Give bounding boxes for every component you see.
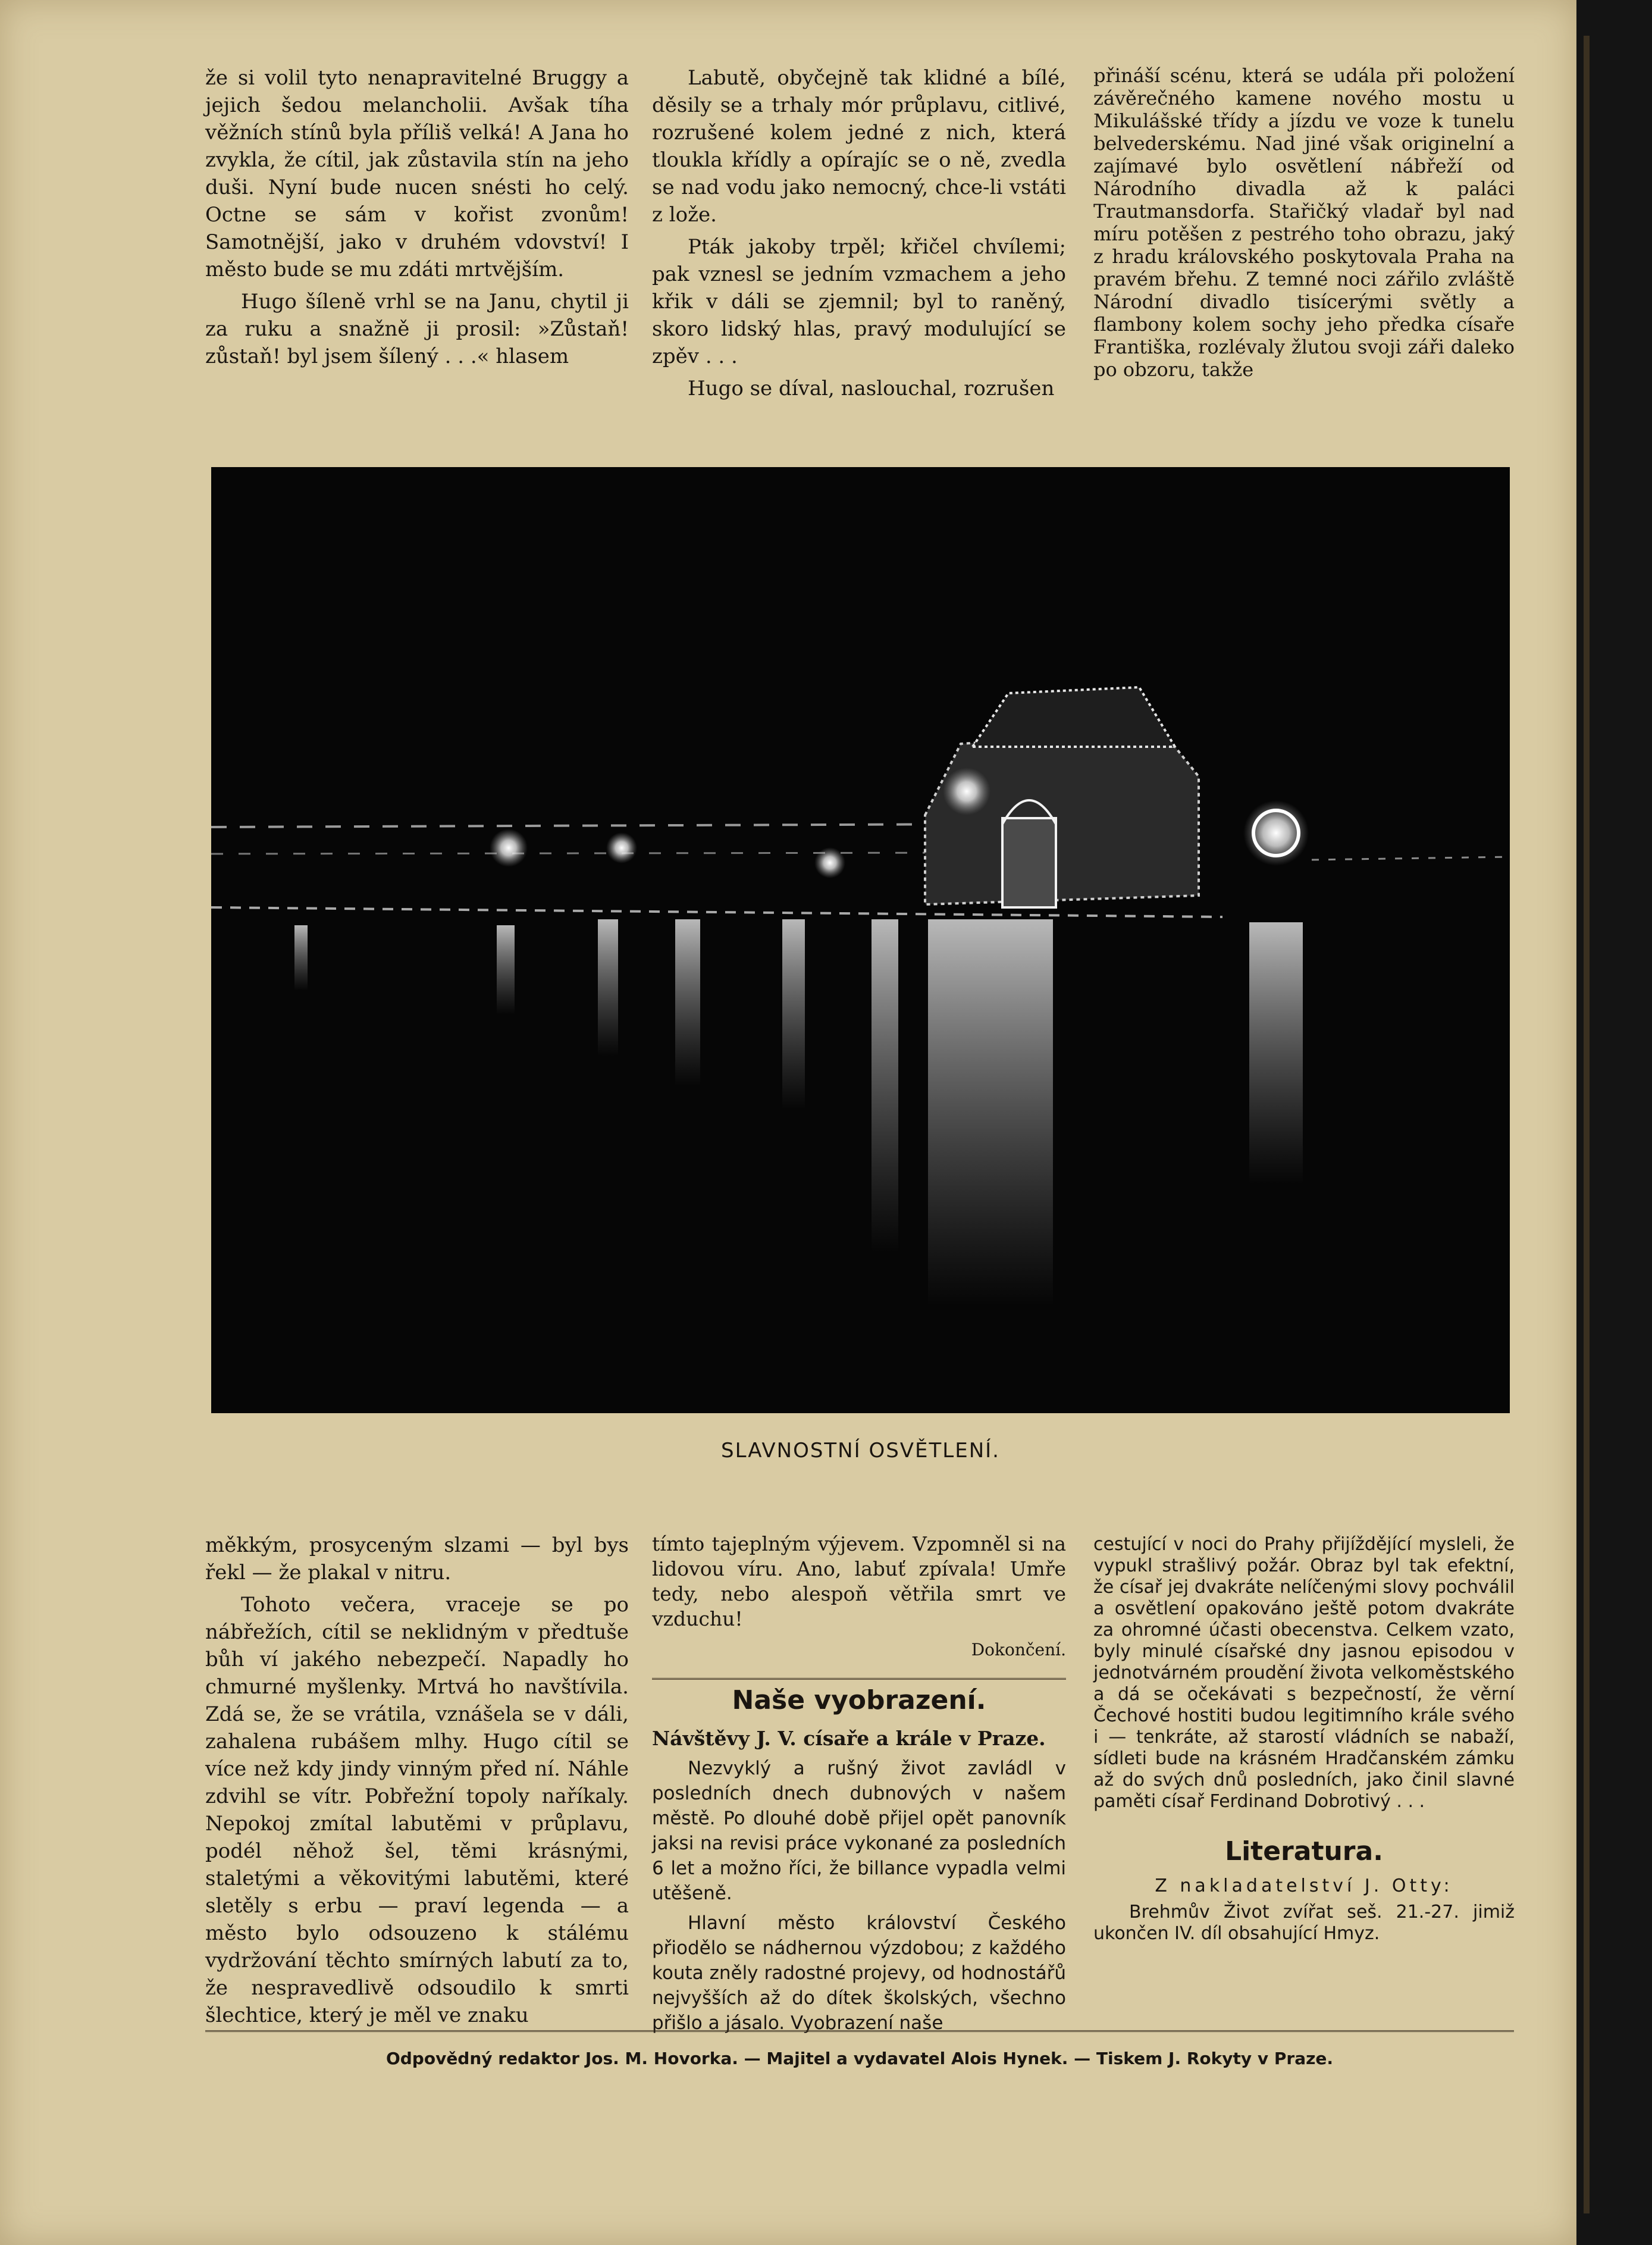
bottom-middle-column bbox=[652, 1532, 1066, 2040]
top-left-column bbox=[205, 64, 629, 375]
paragraph: Hugo šíleně vrhl se na Janu, chytil ji za ruku a snažně ji prosil: »Zůstaň! zůstaň! byl jsem šílený . . .« hlasem bbox=[205, 290, 629, 368]
concluded-note: Dokončení. bbox=[971, 1640, 1066, 1660]
photo-caption: SLAVNOSTNÍ OSVĚTLENÍ. bbox=[720, 1439, 1000, 1463]
bottom-right-column bbox=[1093, 1534, 1515, 1949]
footer-rule bbox=[205, 2030, 1514, 2032]
literature-title: Literatura. bbox=[1225, 1836, 1383, 1867]
bottom-left-column bbox=[205, 1532, 629, 2034]
paragraph: cestující v noci do Prahy přijíždějící mysleli, že vypukl strašlivý požár. Obraz byl tak efektní, že císař jej dvakráte nelíčenými slovy pochválil a osvětlení opakováno ještě potom dvakráte za ohromné účasti obecenstva. Celkem vzato, byly minulé císařské dny jasnou episodou v jednotvárném proudění života velkoměstského a dá se očekávati s bezpečností, že věrní Čechové hostiti budou legitimního krále svého i — tenkráte, až starostí vládních se nabaží, sídleti bude na krásném Hradčanském zámku až do svých dnů posledních, jako činil slavné paměti císař Ferdinand Dobrotivý . . . bbox=[1093, 1534, 1515, 1812]
paragraph: Hlavní město království Českého přiodělo se nádhernou výzdobou; z každého kouta zněly radostné projevy, od hodnostářů nejvyšších až do dítek školských, všechno přišlo a jásalo. Vyobrazení naše bbox=[652, 1912, 1066, 2034]
literature-text: Brehmův Život zvířat seš. 21.-27. jimiž ukončen IV. díl obsahující Hmyz. bbox=[1093, 1902, 1515, 1944]
publisher-line: Z nakladatelství J. Otty: bbox=[1155, 1875, 1453, 1896]
section-title: Naše vyobrazení. bbox=[732, 1685, 986, 1715]
paragraph: že si volil tyto nenapravitelné Bruggy a jejich šedou melancholii. Avšak tíha věžních stínů byla příliš velká! A Jana ho zvykla, že cítil, jak zůstavila stín na jeho duši. Nyní bude nucen snésti ho celý. Octne se sám v kořist zvonům! Samotnější, jako v druhém vdovství! I město bude se mu zdáti mrtvějším. bbox=[205, 66, 629, 281]
photo-illustration bbox=[211, 467, 1510, 1413]
binding-strip bbox=[1584, 36, 1590, 2213]
article-title: Návštěvy J. V. císaře a krále v Praze. bbox=[652, 1727, 1046, 1750]
paragraph: Pták jakoby trpěl; křičel chvílemi; pak vznesl se jedním vzmachem a jeho křik v dáli se zjemnil; byl to raněný, skoro lidský hlas, pravý modulující se zpěv . . . bbox=[652, 235, 1066, 368]
footer-credits: Odpovědný redaktor Jos. M. Hovorka. — Majitel a vydavatel Alois Hynek. — Tiskem J. Rokyty v Praze. bbox=[385, 2049, 1334, 2068]
paragraph: Nezvyklý a rušný život zavládl v posledních dnech dubnových v našem městě. Po dlouhé době přijel opět panovník jaksi na revisi práce vykonané za posledních 6 let a možno říci, že billance vypadla velmi utěšeně. bbox=[652, 1758, 1066, 1904]
paragraph: přináší scénu, která se udála při položení závěrečného kamene nového mostu u Mikulášské třídy a jízdu ve voze k tunelu belvederskému. Nad jiné však originelní a zajímavé bylo osvětlení nábřeží od Národního divadla až k paláci Trautmansdorfa. Stařičký vladař byl nad míru potěšen z pestrého toho obrazu, jaký z hradu královského poskytovala Praha na pravém břehu. Z temné noci zářilo zvláště Národní divadlo tisícerými světly a flambony kolem sochy jeho předka císaře Františka, rozlévaly žlutou svoji záři daleko po obzoru, takže bbox=[1093, 64, 1515, 381]
divider bbox=[652, 1678, 1066, 1680]
paragraph: Tohoto večera, vraceje se po nábřežích, cítil se neklidným v předtuše bůh ví jakého nebezpečí. Napadly ho chmurné myšlenky. Mrtvá ho navštívila. Zdá se, že se vrátila, vznášela se v dáli, zahalena rubášem mlhy. Hugo cítil se více než kdy jindy vinným před ní. Náhle zdvihl se vítr. Pobřežní topoly naříkaly. Nepokoj zmítal labutěmi v průplavu, podél něhož šel, těmi krásnými, staletými a věkovitými labutěmi, které sletěly s erbu — praví legenda — a město bylo odsouzeno k stálému vydržování těchto smírných labutí za to, že nespravedlivě odsoudilo k smrti šlechtice, který je měl ve znaku bbox=[205, 1593, 629, 2027]
paragraph: tímto tajeplným výjevem. Vzpomněl si na lidovou víru. Ano, labuť zpívala! Umře tedy, nebo alespoň větřila smrt ve vzduchu! bbox=[652, 1532, 1066, 1630]
paragraph: měkkým, prosyceným slzami — byl bys řekl — že plakal v nitru. bbox=[205, 1533, 629, 1585]
paragraph: Labutě, obyčejně tak klidné a bílé, děsily se a trhaly mór průplavu, citlivé, rozrušené kolem jedné z nich, která tloukla křídly a opírajíc se o ně, zvedla se nad vodu jako nemocný, chce-li vstáti z lože. bbox=[652, 66, 1066, 227]
top-middle-column bbox=[652, 64, 1066, 407]
night-illumination-photo bbox=[211, 467, 1510, 1413]
paragraph: Hugo se díval, naslouchal, rozrušen bbox=[688, 377, 1055, 400]
top-right-column bbox=[1093, 64, 1515, 386]
